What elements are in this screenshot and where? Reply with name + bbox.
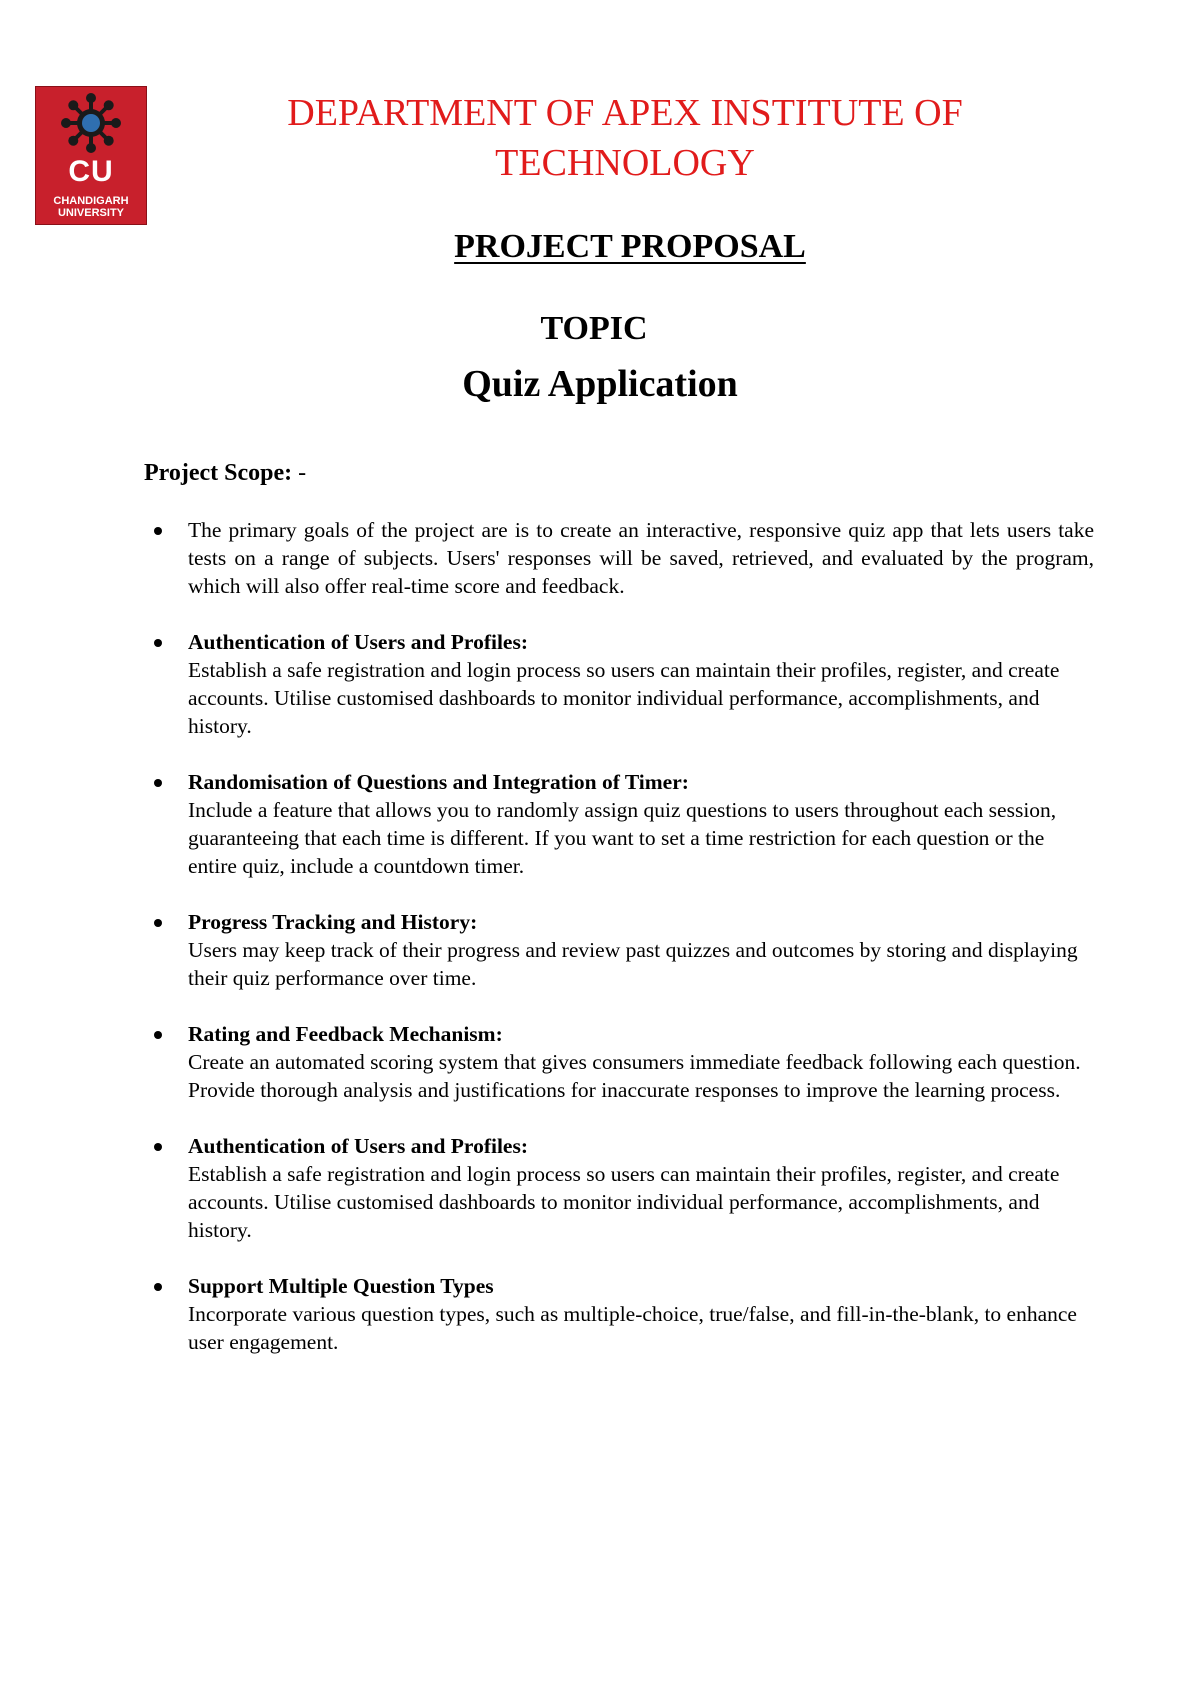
topic-title: Quiz Application (462, 363, 738, 405)
scope-intro: The primary goals of the project are is to create an interactive, responsive quiz app that lets users take tests on a range of subjects. Users' responses will be saved, retrieved, and evaluated by the program, which will also offer real-time score and feedback. (188, 518, 1094, 598)
logo-line-2: UNIVERSITY (57, 207, 124, 219)
bullet-icon (154, 639, 162, 647)
list-item-body: Establish a safe registration and login process so users can maintain their profiles, register, and create accounts. Utilise customised dashboards to monitor individual performance, accomplishments, and history. (188, 658, 1060, 738)
list-item-body: Include a feature that allows you to randomly assign quiz questions to users throughout each session, guaranteeing that each time is different. If you want to set a time restriction for each question or the entire quiz, include a countdown timer. (188, 798, 1057, 878)
list-item (144, 628, 1094, 740)
list-item-title: Authentication of Users and Profiles: (188, 630, 529, 654)
list-item-title: Support Multiple Question Types (188, 1274, 494, 1298)
scope-heading-suffix: - (292, 460, 307, 486)
list-item (144, 908, 1094, 992)
list-item-title: Rating and Feedback Mechanism: (188, 1022, 503, 1046)
list-item-body: Create an automated scoring system that gives consumers immediate feedback following each question. Provide thorough analysis and justifications for inaccurate responses to improve the learning process. (188, 1050, 1081, 1102)
proposal-title: PROJECT PROPOSAL (454, 228, 806, 265)
bullet-icon (154, 1031, 162, 1039)
list-item (144, 1020, 1094, 1104)
logo-emblem-icon (36, 87, 146, 159)
list-item-title: Progress Tracking and History: (188, 910, 478, 934)
list-item-body: Establish a safe registration and login process so users can maintain their profiles, register, and create accounts. Utilise customised dashboards to monitor individual performance, accomplishments, and history. (188, 1162, 1060, 1242)
bullet-icon (154, 527, 162, 535)
list-item-body: Incorporate various question types, such as multiple-choice, true/false, and fill-in-the-blank, to enhance user engagement. (188, 1302, 1077, 1354)
logo-initials: CU (68, 155, 114, 188)
bullet-icon (154, 779, 162, 787)
scope-list (144, 516, 1094, 1384)
list-item (144, 516, 1094, 600)
list-item (144, 1132, 1094, 1244)
bullet-icon (154, 1283, 162, 1291)
department-heading: DEPARTMENT OF APEX INSTITUTE OF TECHNOLOGY (287, 92, 963, 184)
scope-heading (144, 460, 306, 487)
logo-line-1: CHANDIGARH (53, 195, 129, 207)
list-item-title: Authentication of Users and Profiles: (188, 1134, 529, 1158)
logo-university-name (36, 195, 146, 219)
bullet-icon (154, 1143, 162, 1151)
list-item-title: Randomisation of Questions and Integration of Timer: (188, 770, 689, 794)
scope-heading-text: Project Scope: (144, 460, 293, 486)
bullet-icon (154, 919, 162, 927)
list-item (144, 1272, 1094, 1356)
topic-label: TOPIC (540, 310, 648, 347)
list-item (144, 768, 1094, 880)
university-logo (35, 86, 147, 225)
list-item-body: Users may keep track of their progress and review past quizzes and outcomes by storing and displaying their quiz performance over time. (188, 938, 1078, 990)
